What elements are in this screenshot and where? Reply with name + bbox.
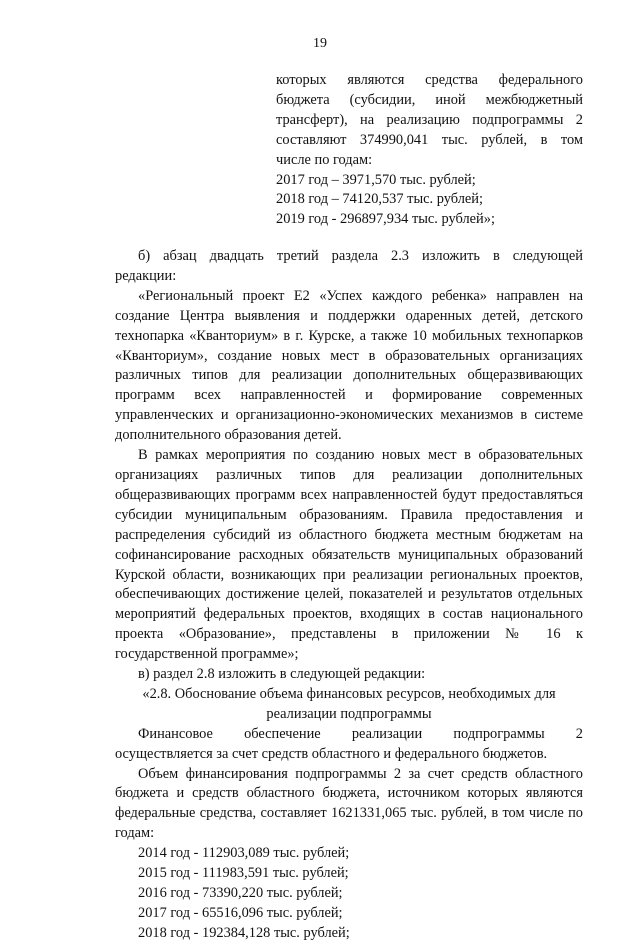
text-line: Курской области, возникающих при реализации региональных проектов,	[115, 566, 583, 583]
text-line: программ всех направленностей и формирование современных	[115, 387, 583, 404]
year-line: 2019 год - 296897,934 тыс. рублей»;	[276, 211, 495, 228]
text-line: которых являются средства федерального	[276, 72, 583, 88]
section-title: «2.8. Обоснование объема финансовых ресурсов, необходимых для	[142, 685, 556, 702]
text-line: технопарка «Кванториум» в г. Курске, а также 10 мобильных технопарков	[115, 327, 583, 344]
text-line: трансферт), на реализацию подпрограммы 2	[276, 111, 583, 128]
text-line: субсидии муниципальным образованиям. Правила предоставления и	[115, 506, 583, 523]
year-line: 2015 год - 111983,591 тыс. рублей;	[138, 865, 349, 882]
budget-continuation	[276, 71, 583, 230]
year-line: 2016 год - 73390,220 тыс. рублей;	[138, 885, 343, 901]
text-line: создание Центра выявления и поддержки одаренных детей, детского	[115, 307, 583, 324]
year-line: 2018 год – 74120,537 тыс. рублей;	[276, 191, 483, 208]
text-line: мероприятий федеральных проектов, входящих в состав национального	[115, 606, 583, 623]
text-line: «Кванториум», создание новых мест в образовательных организациях	[115, 347, 583, 364]
text-line: осуществляется за счет средств областного и федерального бюджетов.	[115, 745, 548, 762]
year-line: 2014 год - 112903,089 тыс. рублей;	[138, 845, 350, 862]
text-line: б) абзац двадцать третий раздела 2.3 изложить в следующей	[138, 248, 583, 264]
text-line: общеразвивающих программ всех направленностей будут предоставляться	[115, 486, 583, 503]
text-line: федеральные средства, составляет 1621331,065 тыс. рублей, в том числе по	[115, 805, 583, 822]
text-line: проекта «Образование», представлены в приложении № 16 к	[115, 626, 583, 643]
section-title: реализации подпрограммы	[266, 705, 432, 722]
text-line: бюджета и средств областного бюджета, источником которых являются	[115, 785, 583, 802]
text-line: Финансовое обеспечение реализации подпрограммы 2	[138, 725, 583, 742]
text-line: дополнительного образования детей.	[115, 427, 342, 444]
text-line: В рамках мероприятия по созданию новых мест в образовательных	[138, 447, 583, 464]
text-line: обеспечивающих достижение целей, показателей и результатов отдельных	[115, 586, 583, 603]
text-line: годам:	[115, 825, 155, 842]
text-line: различных типов для реализации дополнительных общеразвивающих	[115, 367, 583, 384]
year-line: 2017 год - 65516,096 тыс. рублей;	[138, 904, 343, 921]
text-line: в) раздел 2.8 изложить в следующей редакции:	[138, 666, 426, 683]
text-line: числе по годам:	[276, 151, 373, 168]
year-line: 2018 год - 192384,128 тыс. рублей;	[138, 924, 350, 941]
text-line: управленческих и организационно-экономических механизмов в системе	[115, 407, 583, 424]
text-line: Объем финансирования подпрограммы 2 за счет средств областного	[138, 765, 583, 782]
section-b	[115, 247, 583, 944]
text-line: распределения субсидий из областного бюджета местным бюджетам на	[115, 526, 583, 543]
year-line: 2017 год – 3971,570 тыс. рублей;	[276, 171, 476, 188]
text-line: организациях различных типов для реализации дополнительных	[115, 466, 583, 483]
text-line: редакции:	[115, 267, 177, 284]
text-line: софинансирование расходных обязательств муниципальных образований	[115, 546, 583, 563]
text-line: государственной программе»;	[115, 646, 299, 663]
text-line: составляют 374990,041 тыс. рублей, в том	[276, 131, 583, 148]
page-number: 19	[313, 36, 327, 51]
text-line: бюджета (субсидии, иной межбюджетный	[276, 91, 583, 108]
text-line: «Региональный проект Е2 «Успех каждого ребенка» направлен на	[138, 287, 583, 304]
